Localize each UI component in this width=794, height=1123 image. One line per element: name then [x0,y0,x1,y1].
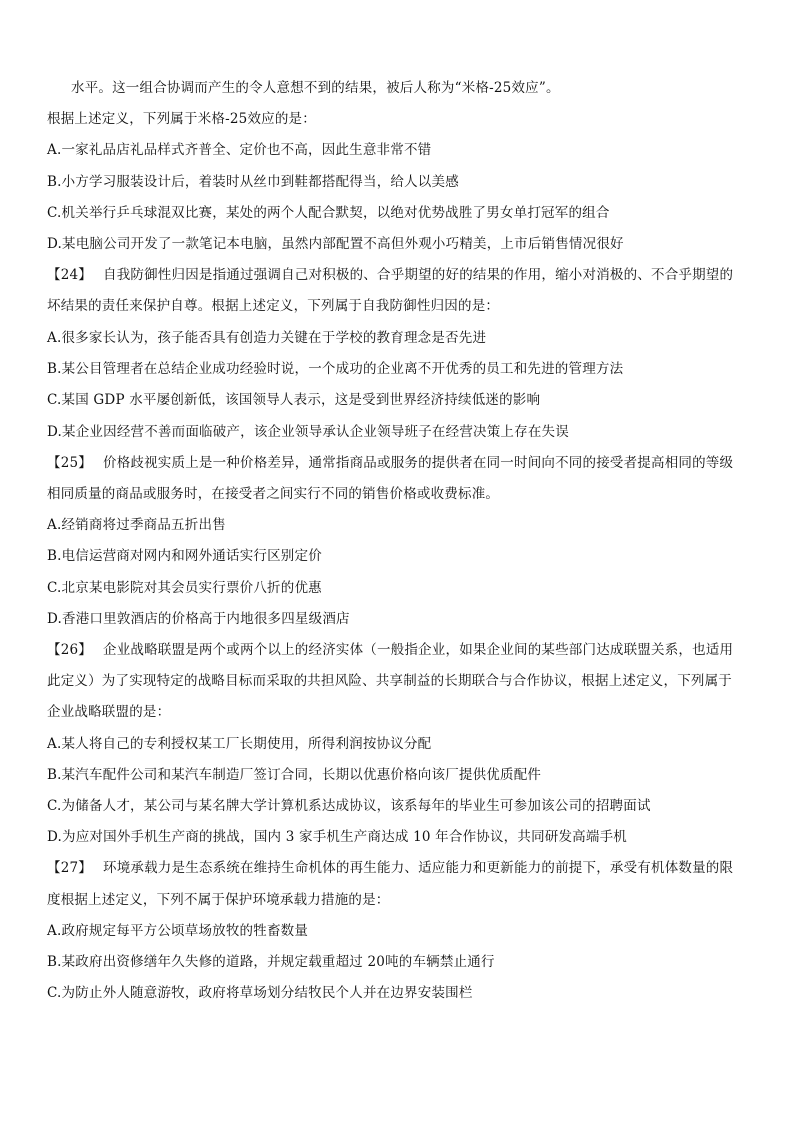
q26-option-b: B.某汽车配件公司和某汽车制造厂签订合同，长期以优惠价格向该厂提供优质配件 [47,767,542,783]
q23-text-line-1: 水平。这一组合协调而产生的令人意想不到的结果，被后人称为“米格-25效应”。 [71,80,560,96]
q27-option-c: C.为防止外人随意游牧，政府将草场划分结牧民个人并在边界安装围栏 [47,985,473,1001]
q26-option-a: A.某人将自己的专利授权某工厂长期使用，所得利润按协议分配 [47,736,432,752]
q24-option-b: B.某公目管理者在总结企业成功经验时说，一个成功的企业离不开优秀的员工和先进的管理方法 [47,361,624,377]
q24-stem-text-1: 自我防御性归因是指通过强调自己对积极的、合乎期望的好的结果的作用，缩小对消极的、不合乎期望的 [103,267,734,283]
q25-stem-line-2: 相同质量的商品或服务时，在接受者之间实行不同的销售价格或收费标准。 [47,486,500,502]
q27-option-a: A.政府规定每平方公顷草场放牧的牲畜数量 [47,923,309,939]
q25-option-b: B.电信运营商对网内和网外通话实行区别定价 [47,548,322,564]
q24-option-c: C.某国 GDP 水平屡创新低，该国领导人表示，这是受到世界经济持续低迷的影响 [47,392,541,408]
q24-option-d: D.某企业因经营不善而面临破产，该企业领导承认企业领导班子在经营决策上存在失误 [47,424,569,440]
q27-number: 【27】 [47,860,92,876]
q25-stem-text-1: 价格歧视实质上是一种价格差异，通常指商品或服务的提供者在同一时间向不同的接受者提高相同的等级 [103,455,734,471]
q26-number: 【26】 [47,642,92,658]
q23-option-b: B.小方学习服装设计后，着装时从丝巾到鞋都搭配得当，给人以美感 [47,174,459,190]
q27-stem-text-1: 环境承载力是生态系统在维持生命机体的再生能力、适应能力和更新能力的前提下，承受有机体数量的限 [103,860,734,876]
q25-option-d: D.香港口里敦酒店的价格高于内地很多四星级酒店 [47,611,350,627]
q24-number: 【24】 [47,267,92,283]
q25-stem-line-1 [47,453,752,473]
q26-option-d: D.为应对国外手机生产商的挑战，国内 3 家手机生产商达成 10 年合作协议，共同研发高端手机 [47,829,627,845]
q23-option-c: C.机关举行乒乓球混双比赛，某处的两个人配合默契，以绝对优势战胜了男女单打冠军的组合 [47,205,610,221]
q24-stem-line-1 [47,265,752,285]
q24-stem-line-2: 坏结果的责任来保护自尊。根据上述定义，下列属于自我防御性归因的是： [47,298,500,314]
q27-stem-line-2: 度根据上述定义，下列不属于保护环境承载力措施的是： [47,892,390,908]
q25-option-a: A.经销商将过季商品五折出售 [47,517,226,533]
q26-stem-text-1: 企业战略联盟是两个或两个以上的经济实体（一般指企业，如果企业间的某些部门达成联盟关系，也适用 [103,642,734,658]
q25-option-c: C.北京某电影院对其会员实行票价八折的优惠 [47,580,322,596]
q27-option-b: B.某政府出资修缮年久失修的道路，并规定载重超过 20吨的车辆禁止通行 [47,954,495,970]
q26-stem-line-3: 企业战略联盟的是： [47,704,171,720]
q26-option-c: C.为储备人才，某公司与某名牌大学计算机系达成协议，该系每年的毕业生可参加该公司的招聘面试 [47,798,651,814]
q23-option-a: A.一家礼品店礼品样式齐普全、定价也不高，因此生意非常不错 [47,142,432,158]
q26-stem-line-2: 此定义）为了实现特定的战略目标而采取的共担风险、共享制益的长期联合与合作协议，根据上述定义，下列属于 [47,673,732,689]
q24-option-a: A.很多家长认为，孩子能否具有创造力关键在于学校的教育理念是否先进 [47,330,487,346]
q23-option-d: D.某电脑公司开发了一款笔记本电脑，虽然内部配置不高但外观小巧精美，上市后销售情况很好 [47,236,624,252]
q23-question: 根据上述定义，下列属于米格-25效应的是： [47,111,316,127]
q26-stem-line-1 [47,640,752,660]
q25-number: 【25】 [47,455,92,471]
q27-stem-line-1 [47,858,752,878]
